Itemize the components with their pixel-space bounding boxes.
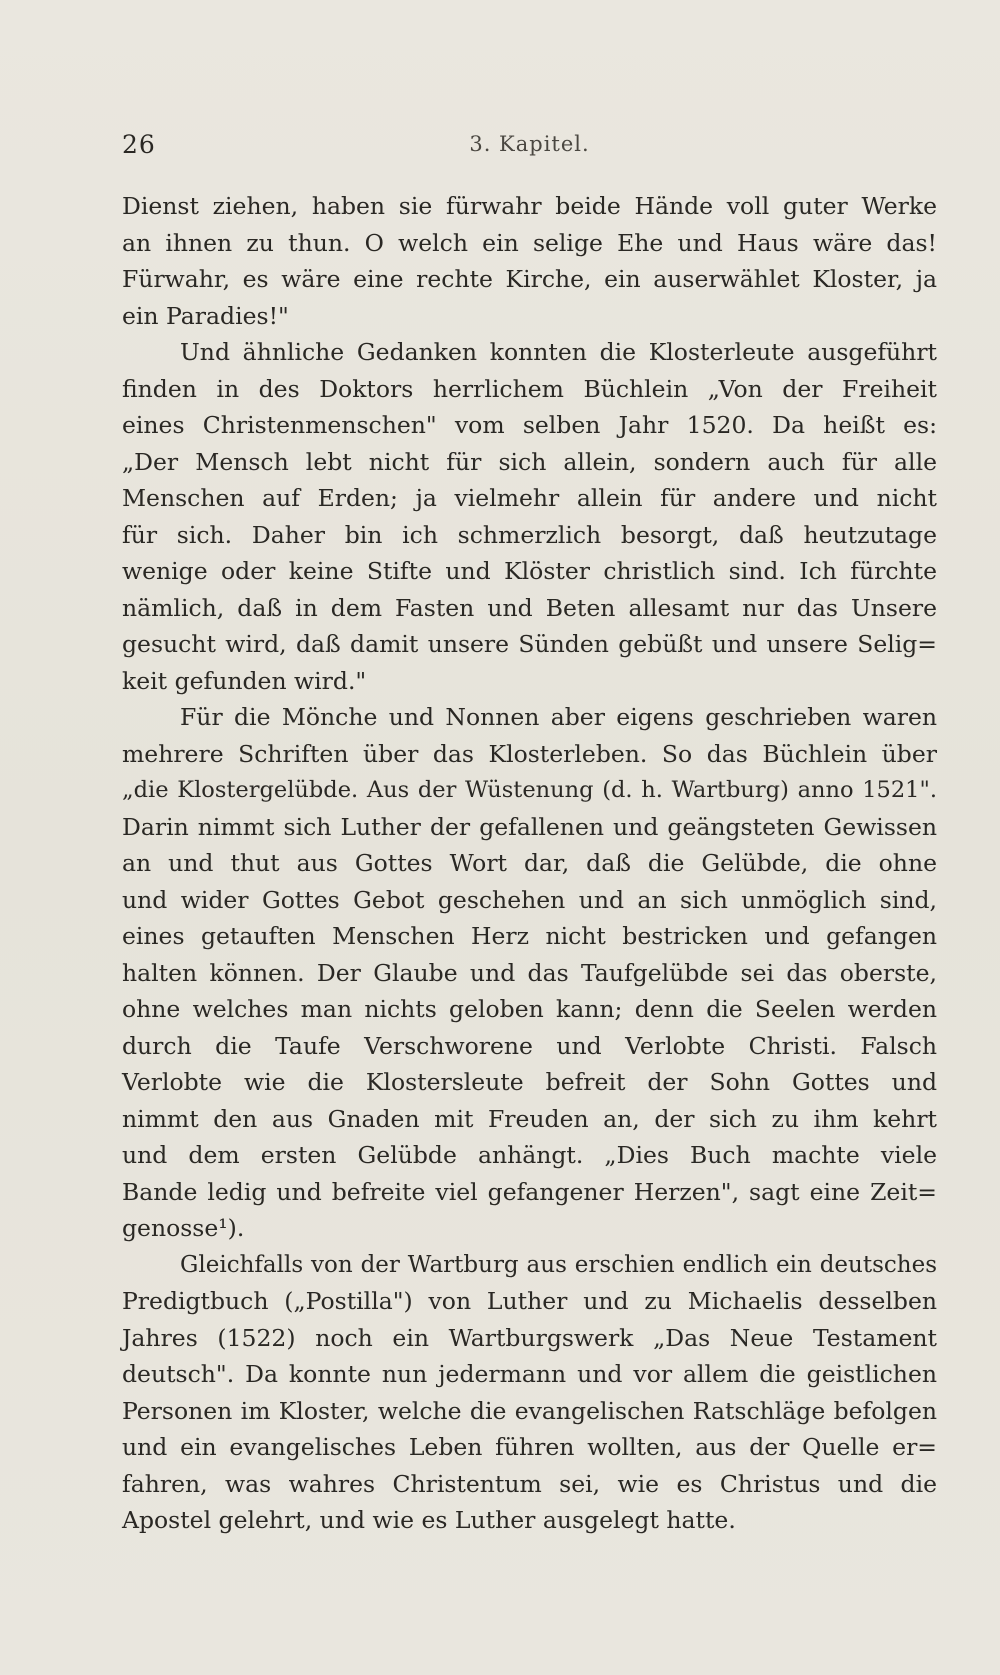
text-line: Fürwahr, es wäre eine rechte Kirche, ein auserwählet Kloster, ja bbox=[122, 265, 937, 293]
text-line: nimmt den aus Gnaden mit Freuden an, der sich zu ihm kehrt bbox=[122, 1104, 937, 1133]
text-line: Predigtbuch („Postilla") von Luther und zu Michaelis desselben bbox=[122, 1287, 937, 1315]
text-line: genosse¹). bbox=[122, 1214, 245, 1242]
text-line: wenige oder keine Stifte und Klöster christlich sind. Ich fürchte bbox=[122, 557, 937, 585]
text-line: nämlich, daß in dem Fasten und Beten allesamt nur das Unsere bbox=[122, 593, 937, 622]
text-line: deutsch". Da konnte nun jedermann und vor allem die geistlichen bbox=[122, 1360, 937, 1388]
text-line: eines getauften Menschen Herz nicht bestricken und gefangen bbox=[122, 922, 937, 950]
text-line: an und thut aus Gottes Wort dar, daß die Gelübde, die ohne bbox=[122, 849, 937, 877]
text-line: für sich. Daher bin ich schmerzlich besorgt, daß heutzutage bbox=[122, 520, 937, 549]
text-line: keit gefunden wird." bbox=[122, 666, 367, 695]
text-line: fahren, was wahres Christentum sei, wie es Christus und die bbox=[122, 1469, 937, 1498]
page-number: 26 bbox=[122, 130, 156, 159]
text-line: halten können. Der Glaube und das Taufgelübde sei das oberste, bbox=[122, 958, 937, 987]
text-line: und dem ersten Gelübde anhängt. „Dies Buch machte viele bbox=[122, 1141, 937, 1169]
text-line: mehrere Schriften über das Klosterleben. So das Büchlein über bbox=[122, 739, 937, 768]
text-line: gesucht wird, daß damit unsere Sünden gebüßt und unsere Selig= bbox=[122, 630, 937, 658]
text-line: Für die Mönche und Nonnen aber eigens geschrieben waren bbox=[180, 703, 937, 731]
running-head: 3. Kapitel. bbox=[469, 132, 590, 156]
text-line: Jahres (1522) noch ein Wartburgswerk „Das Neue Testament bbox=[122, 1323, 937, 1352]
text-line: „die Klostergelübde. Aus der Wüstenung (d. h. Wartburg) anno 1521". bbox=[122, 777, 937, 803]
text-line: Und ähnliche Gedanken konnten die Klosterleute ausgeführt bbox=[180, 338, 937, 366]
text-line: durch die Taufe Verschworene und Verlobte Christi. Falsch bbox=[122, 1031, 937, 1060]
text-line: Darin nimmt sich Luther der gefallenen und geängsteten Gewissen bbox=[122, 812, 937, 841]
text-line: ein Paradies!" bbox=[122, 301, 289, 330]
text-line: „Der Mensch lebt nicht für sich allein, sondern auch für alle bbox=[122, 447, 937, 476]
text-line: Verlobte wie die Klostersleute befreit der Sohn Gottes und bbox=[122, 1068, 937, 1096]
text-line: und wider Gottes Gebot geschehen und an sich unmöglich sind, bbox=[122, 885, 937, 914]
text-line: Apostel gelehrt, und wie es Luther ausgelegt hatte. bbox=[122, 1506, 736, 1534]
text-line: finden in des Doktors herrlichem Büchlein „Von der Freiheit bbox=[122, 374, 937, 403]
text-line: Dienst ziehen, haben sie fürwahr beide Hände voll guter Werke bbox=[122, 192, 937, 220]
text-line: an ihnen zu thun. O welch ein selige Ehe und Haus wäre das! bbox=[122, 228, 937, 257]
body-text bbox=[122, 188, 937, 1539]
text-line: Menschen auf Erden; ja vielmehr allein für andere und nicht bbox=[122, 484, 937, 512]
text-line: Personen im Kloster, welche die evangelischen Ratschläge befolgen bbox=[122, 1396, 937, 1425]
text-line: und ein evangelisches Leben führen wollten, aus der Quelle er= bbox=[122, 1433, 937, 1461]
page-header bbox=[122, 130, 937, 166]
text-line: eines Christenmenschen" vom selben Jahr 1520. Da heißt es: bbox=[122, 411, 937, 439]
text-line: Bande ledig und befreite viel gefangener Herzen", sagt eine Zeit= bbox=[122, 1177, 937, 1206]
text-line: Gleichfalls von der Wartburg aus erschien endlich ein deutsches bbox=[180, 1251, 937, 1278]
text-line: ohne welches man nichts geloben kann; denn die Seelen werden bbox=[122, 995, 937, 1023]
